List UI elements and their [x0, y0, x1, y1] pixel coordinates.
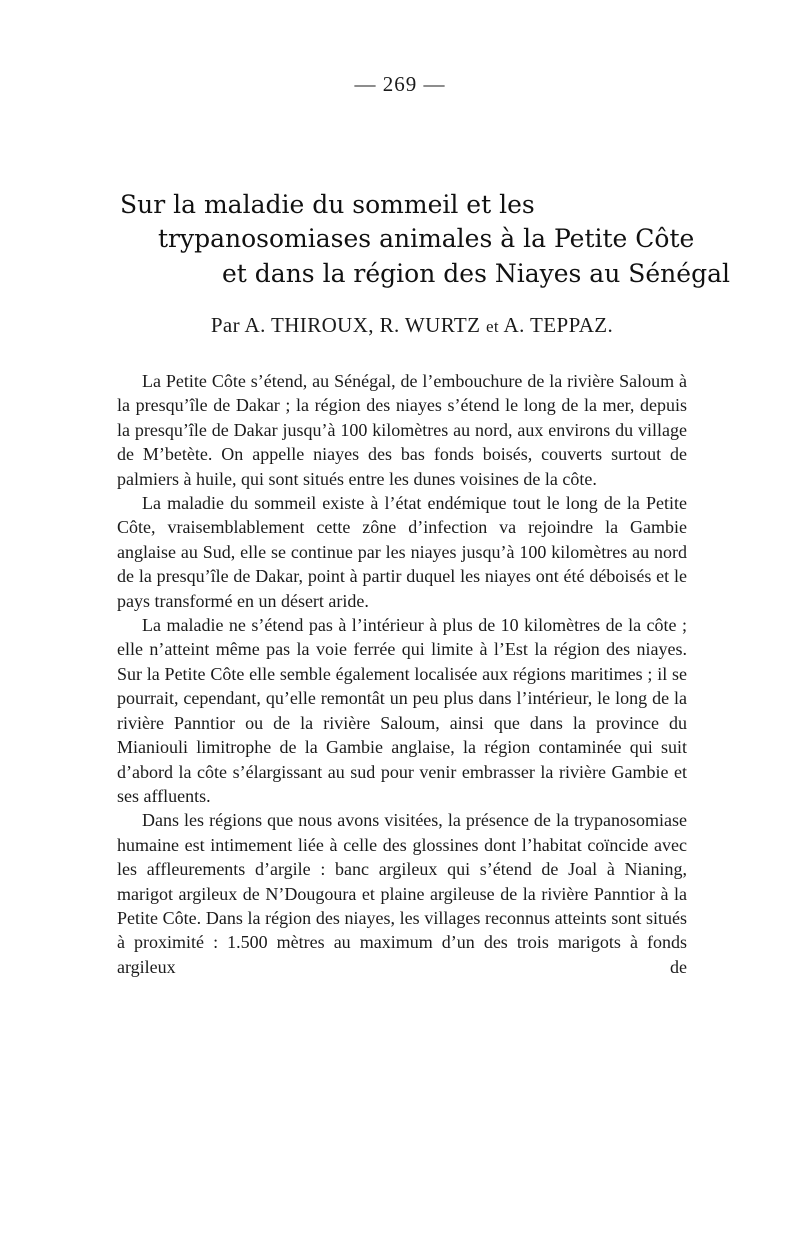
article-title-line-3: et dans la région des Niayes au Sénégal — [222, 259, 730, 288]
article-body — [117, 369, 687, 979]
paragraph-4: Dans les régions que nous avons visitées, la présence de la trypanosomiase humaine est intimement liée à celle des glossines dont l’habitat coïncide avec les affleurements d’argile : banc argileux qui s’étend de Joal à Nianing, marigot argileux de N’Dougoura et plaine argileuse de la rivière Panntior à la Petite Côte. Dans la région des niayes, les villages reconnus atteints sont situés à proximité : 1.500 mètres au maximum d’un des trois marigots à fonds argileux de — [117, 810, 687, 977]
page-number: — 269 — — [354, 72, 446, 96]
article-authors — [0, 313, 800, 338]
authors-prefix: Par — [210, 313, 241, 337]
paragraph-3: La maladie ne s’étend pas à l’intérieur à plus de 10 kilomètres de la côte ; elle n’atteint même pas la voie ferrée qui limite à l’Est la région des niayes. Sur la Petite Côte elle semble également localisée aux régions maritimes ; il se pourrait, cependant, qu’elle remontât un peu plus dans l’intérieur, le long de la rivière Panntior ou de la rivière Saloum, ainsi que dans la province du Mianiouli limitrophe de la Gambie anglaise, la région contaminée qui suit d’abord la côte s’élargissant au sud pour venir embrasser la rivière Gambie et ses affluents. — [117, 615, 687, 806]
authors-conjunction: et — [485, 317, 500, 336]
article-title-line-2: trypanosomiases animales à la Petite Côte — [158, 224, 695, 253]
paragraph-2: La maladie du sommeil existe à l’état endémique tout le long de la Petite Côte, vraisemblablement cette zône d’infection va rejoindre la Gambie anglaise au Sud, elle se continue par les niayes jusqu’à 100 kilomètres au nord de la presqu’île de Dakar, point à partir duquel les niayes ont été déboisés et le pays transformé en un désert aride. — [117, 493, 687, 611]
authors-name-1: A. THIROUX, R. WURTZ — [244, 313, 481, 337]
article-title-line-1: Sur la maladie du sommeil et les — [120, 190, 535, 219]
authors-name-2: A. TEPPAZ. — [503, 313, 614, 337]
paragraph-1: La Petite Côte s’étend, au Sénégal, de l’embouchure de la rivière Saloum à la presqu’île de Dakar ; la région des niayes s’étend le long de la mer, depuis la presqu’île de Dakar jusqu’à 100 kilomètres au nord, aux environs du village de M’betète. On appelle niayes des bas fonds boisés, couverts surtout de palmiers à huile, qui sont situés entre les dunes voisines de la côte. — [117, 371, 687, 489]
